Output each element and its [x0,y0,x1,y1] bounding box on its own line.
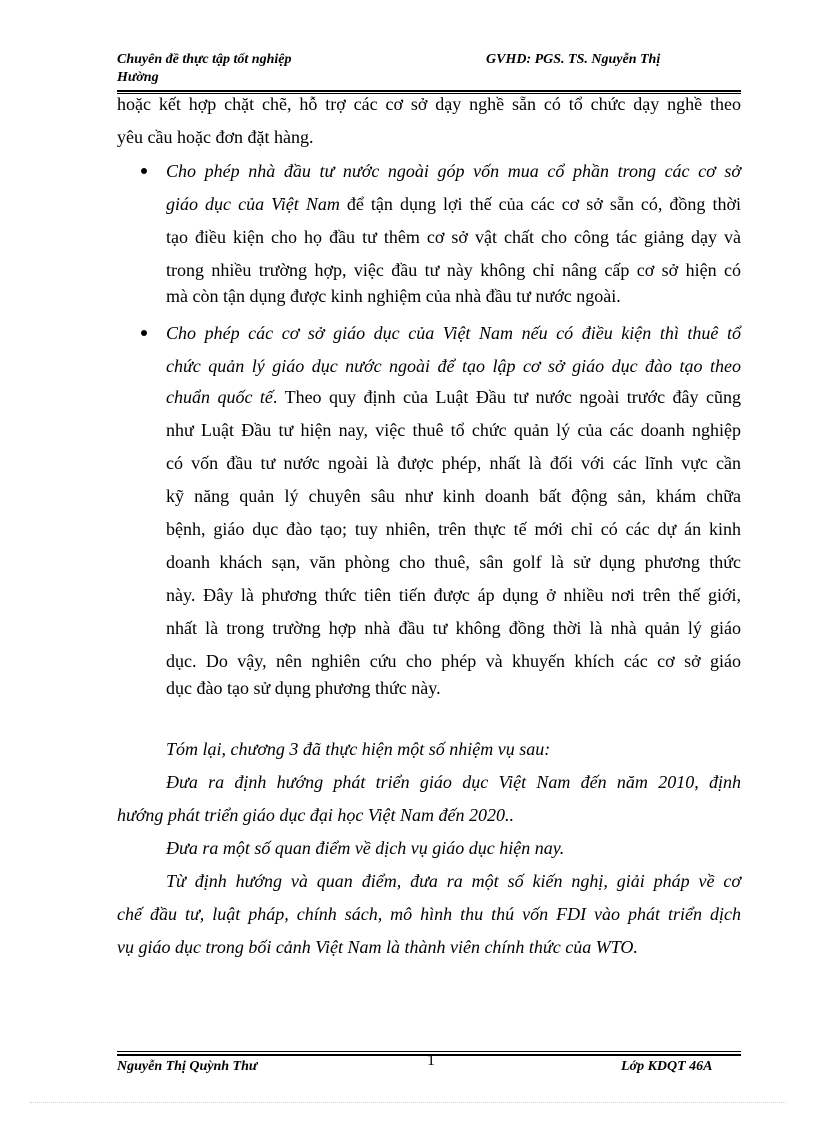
bullet1-emphasis: giáo dục của Việt Nam [166,194,340,214]
bullet1-line: mà còn tận dụng được kinh nghiệm của nhà đầu tư nước ngoài. [166,286,621,306]
summary-line: Từ định hướng và quan điểm, đưa ra một số kiến nghị, giải pháp về cơ [166,871,741,891]
bullet2-line: nhất là trong trường hợp nhà đầu tư không đồng thời là nhà quản lý giáo [166,618,741,638]
bullet2-line: chức quản lý giáo dục nước ngoài để tạo lập cơ sở giáo dục đào tạo theo [166,356,741,376]
bullet2-line [166,386,741,408]
bullet2-line: kỹ năng quản lý chuyên sâu như kinh doanh bất động sản, khám chữa [166,486,741,506]
bullet2-line: có vốn đầu tư nước ngoài là được phép, nhất là đối với các lĩnh vực cần [166,453,741,473]
bullet2-line: như Luật Đầu tư hiện nay, việc thuê tổ chức quản lý của các doanh nghiệp [166,420,741,440]
bullet-icon [139,322,153,344]
summary-line: Đưa ra định hướng phát triển giáo dục Việt Nam đến năm 2010, định [166,772,741,792]
bullet1-line [166,193,741,215]
footer-class: Lớp KDQT 46A [621,1059,713,1074]
bullet2-line: bệnh, giáo dục đào tạo; tuy nhiên, trên thực tế mới chỉ có các dự án kinh [166,519,741,539]
bullet1-text: để tận dụng lợi thế của các cơ sở sẵn có, đồng thời [339,194,741,214]
bullet1-line: Cho phép nhà đầu tư nước ngoài góp vốn mua cổ phần trong các cơ sở [166,161,741,181]
bullet-icon [139,160,153,182]
page-bottom-edge [30,1102,786,1103]
bullet1-line: trong nhiều trường hợp, việc đầu tư này không chỉ nâng cấp cơ sở hiện có [166,260,741,280]
body-line: yêu cầu hoặc đơn đặt hàng. [117,127,314,147]
summary-intro: Tóm lại, chương 3 đã thực hiện một số nhiệm vụ sau: [166,739,551,759]
header-supervisor: GVHD: PGS. TS. Nguyễn Thị [486,52,661,67]
summary-line: Đưa ra một số quan điểm về dịch vụ giáo dục hiện nay. [166,838,565,858]
summary-line: chế đầu tư, luật pháp, chính sách, mô hình thu thú vốn FDI vào phát triển dịch [117,904,741,924]
bullet2-line: Cho phép các cơ sở giáo dục của Việt Nam nếu có điều kiện thì thuê tổ [166,323,741,343]
footer-author: Nguyễn Thị Quỳnh Thư [117,1059,258,1074]
bullet2-line: doanh khách sạn, văn phòng cho thuê, sân golf là sử dụng phương thức [166,552,741,572]
bullet2-emphasis: chuẩn quốc tế [166,387,273,407]
summary-line: vụ giáo dục trong bối cảnh Việt Nam là thành viên chính thức của WTO. [117,937,638,957]
page-number: 1 [427,1052,435,1069]
bullet2-line: dục đào tạo sử dụng phương thức này. [166,678,441,698]
body-line: hoặc kết hợp chặt chẽ, hỗ trợ các cơ sở dạy nghề sẵn có tổ chức dạy nghề theo [117,94,741,114]
header-thesis-title: Chuyên đề thực tập tốt nghiệp [117,52,292,67]
bullet1-line: tạo điều kiện cho họ đầu tư thêm cơ sở vật chất cho công tác giảng dạy và [166,227,741,247]
bullet2-line: này. Đây là phương thức tiên tiến được áp dụng ở nhiều nơi trên thế giới, [166,585,741,605]
header-rule [117,90,741,92]
summary-line: hướng phát triển giáo dục đại học Việt Nam đến 2020.. [117,805,515,825]
bullet2-line: dục. Do vậy, nên nghiên cứu cho phép và khuyến khích các cơ sở giáo [166,651,741,671]
bullet2-text: . Theo quy định của Luật Đầu tư nước ngoài trước đây cũng [272,387,741,407]
header-supervisor-wrap: Hường [117,70,159,85]
